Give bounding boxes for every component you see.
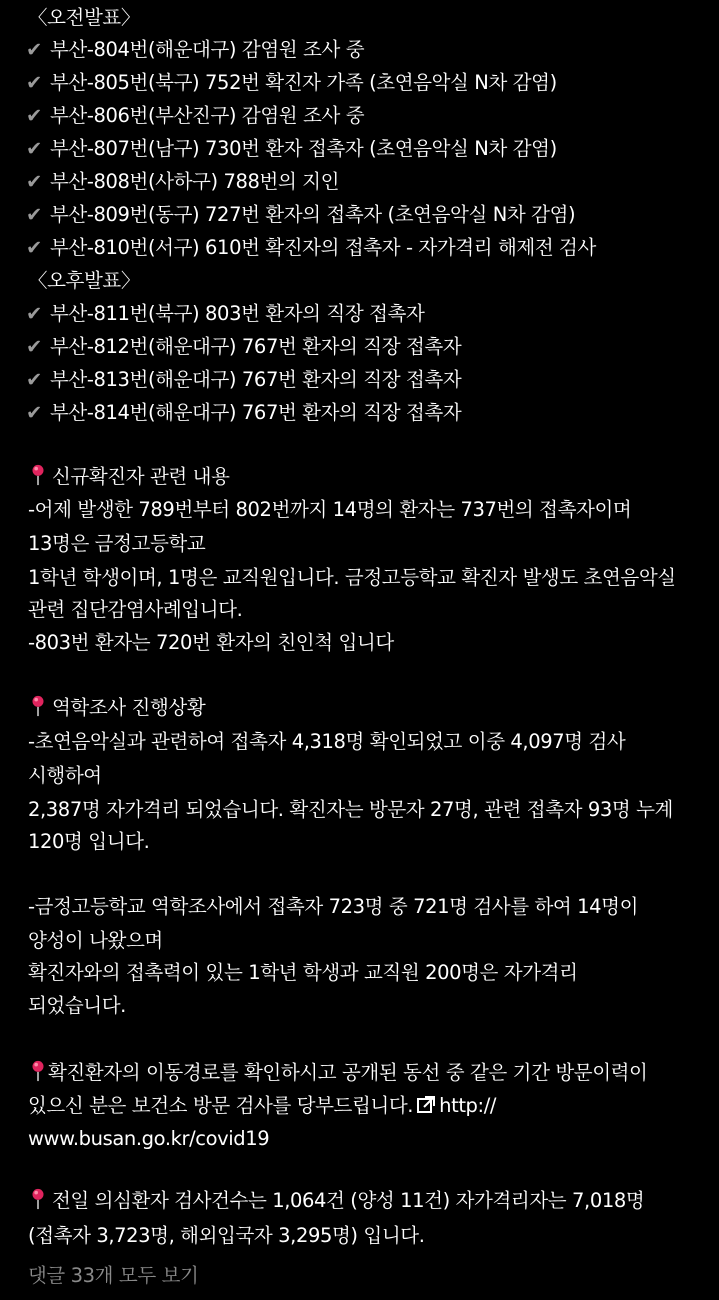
check-icon: ✔ [26, 335, 42, 358]
section1-line: -어제 발생한 789번부터 802번까지 14명의 환자는 737번의 접촉자이며 [28, 498, 632, 521]
am-item: ✔ 부산-806번(부산진구) 감염원 조사 중 [26, 104, 365, 127]
section1-line: 1학년 학생이며, 1명은 교직원입니다. 금정고등학교 확진자 발생도 초연음악실 [28, 566, 676, 589]
section2-line: 되었습니다. [28, 994, 126, 1017]
section2-line: 2,387명 자가격리 되었습니다. 확진자는 방문자 27명, 관련 접촉자 93명 누계 [28, 798, 673, 821]
section2-line: 시행하여 [28, 764, 102, 787]
am-item: ✔ 부산-805번(북구) 752번 확진자 가족 (초연음악실 N차 감염) [26, 71, 557, 94]
pm-item: ✔ 부산-811번(북구) 803번 환자의 직장 접촉자 [26, 302, 425, 325]
section1-title: 신규확진자 관련 내용 [28, 464, 711, 489]
am-item: ✔ 부산-807번(남구) 730번 환자 접촉자 (초연음악실 N차 감염) [26, 137, 557, 160]
section2-line: 확진자와의 접촉력이 있는 1학년 학생과 교직원 200명은 자가격리 [28, 961, 578, 984]
covid19-link-url[interactable]: www.busan.go.kr/covid19 [28, 1127, 270, 1150]
check-icon: ✔ [26, 104, 42, 127]
check-icon: ✔ [26, 170, 42, 193]
section1-line: 관련 집단감염사례입니다. [28, 598, 243, 621]
covid19-link[interactable]: http:// [439, 1094, 497, 1117]
check-icon: ✔ [26, 137, 42, 160]
section4-line: 전일 의심환자 검사건수는 1,064건 (양성 11건) 자가격리자는 7,018명 [28, 1188, 711, 1213]
check-icon: ✔ [26, 38, 42, 61]
section2-line: 양성이 나왔으며 [28, 929, 163, 952]
section3-line: 있으신 분은 보건소 방문 검사를 당부드립니다. http:// [28, 1094, 497, 1117]
section1-line: -803번 환자는 720번 환자의 친인척 입니다 [28, 631, 394, 654]
pm-item: ✔ 부산-814번(해운대구) 767번 환자의 직장 접촉자 [26, 401, 462, 424]
section3-line: 확진환자의 이동경로를 확인하시고 공개된 동선 중 같은 기간 방문이력이 [28, 1060, 711, 1085]
section2-title: 역학조사 진행상황 [28, 695, 711, 720]
section4-line: (접촉자 3,723명, 해외입국자 3,295명) 입니다. [28, 1224, 425, 1247]
section2-line: -초연음악실과 관련하여 접촉자 4,318명 확인되었고 이중 4,097명 검사 [28, 730, 626, 753]
am-item: ✔ 부산-804번(해운대구) 감염원 조사 중 [26, 38, 365, 61]
pin-icon [28, 464, 48, 486]
pm-item: ✔ 부산-813번(해운대구) 767번 환자의 직장 접촉자 [26, 368, 462, 391]
check-icon: ✔ [26, 71, 42, 94]
pin-icon [28, 695, 48, 717]
pm-item: ✔ 부산-812번(해운대구) 767번 환자의 직장 접촉자 [26, 335, 462, 358]
external-link-icon [417, 1096, 435, 1114]
am-item: ✔ 부산-808번(사하구) 788번의 지인 [26, 170, 340, 193]
check-icon: ✔ [26, 401, 42, 424]
section2-line: 120명 입니다. [28, 830, 150, 853]
section1-line: 13명은 금정고등학교 [28, 532, 206, 555]
check-icon: ✔ [26, 368, 42, 391]
pin-icon [28, 1188, 48, 1210]
section2-line: -금정고등학교 역학조사에서 접촉자 723명 중 721명 검사를 하여 14명이 [28, 895, 639, 918]
pm-header: 〈오후발표〉 [28, 269, 140, 292]
check-icon: ✔ [26, 236, 42, 259]
am-item: ✔ 부산-809번(동구) 727번 환자의 접촉자 (초연음악실 N차 감염) [26, 203, 576, 226]
check-icon: ✔ [26, 203, 42, 226]
view-comments-link[interactable]: 댓글 33개 모두 보기 [28, 1264, 199, 1287]
am-item: ✔ 부산-810번(서구) 610번 확진자의 접촉자 - 자가격리 해제전 검사 [26, 236, 596, 259]
pin-icon [28, 1060, 48, 1082]
am-header: 〈오전발표〉 [28, 6, 140, 29]
check-icon: ✔ [26, 302, 42, 325]
